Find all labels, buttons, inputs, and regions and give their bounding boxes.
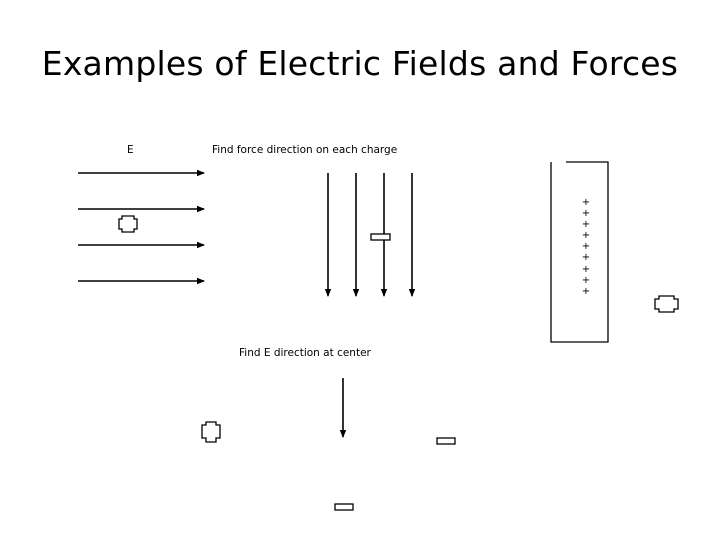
slide-title: Examples of Electric Fields and Forces (41, 44, 679, 83)
charged-plate (551, 162, 608, 342)
negative-charge (371, 234, 390, 240)
plus-sign: + (581, 252, 591, 264)
plus-sign: + (581, 241, 591, 253)
instruction-force-direction: Find force direction on each charge (212, 144, 398, 156)
positive-charge (202, 422, 220, 442)
plus-sign: + (581, 285, 591, 297)
plus-sign: + (581, 263, 591, 275)
field-label-e: E (127, 144, 134, 156)
vertical-field-lines (328, 173, 412, 296)
positive-charge (119, 216, 137, 232)
positive-charge (655, 296, 678, 312)
plus-sign: + (581, 208, 591, 220)
plus-sign: + (581, 274, 591, 286)
horizontal-field-lines (78, 173, 204, 281)
plus-sign: + (581, 197, 591, 208)
plus-sign: + (581, 230, 591, 242)
negative-charge (335, 504, 353, 510)
instruction-e-direction: Find E direction at center (239, 347, 371, 359)
plus-sign: + (581, 219, 591, 231)
negative-charge (437, 438, 455, 444)
